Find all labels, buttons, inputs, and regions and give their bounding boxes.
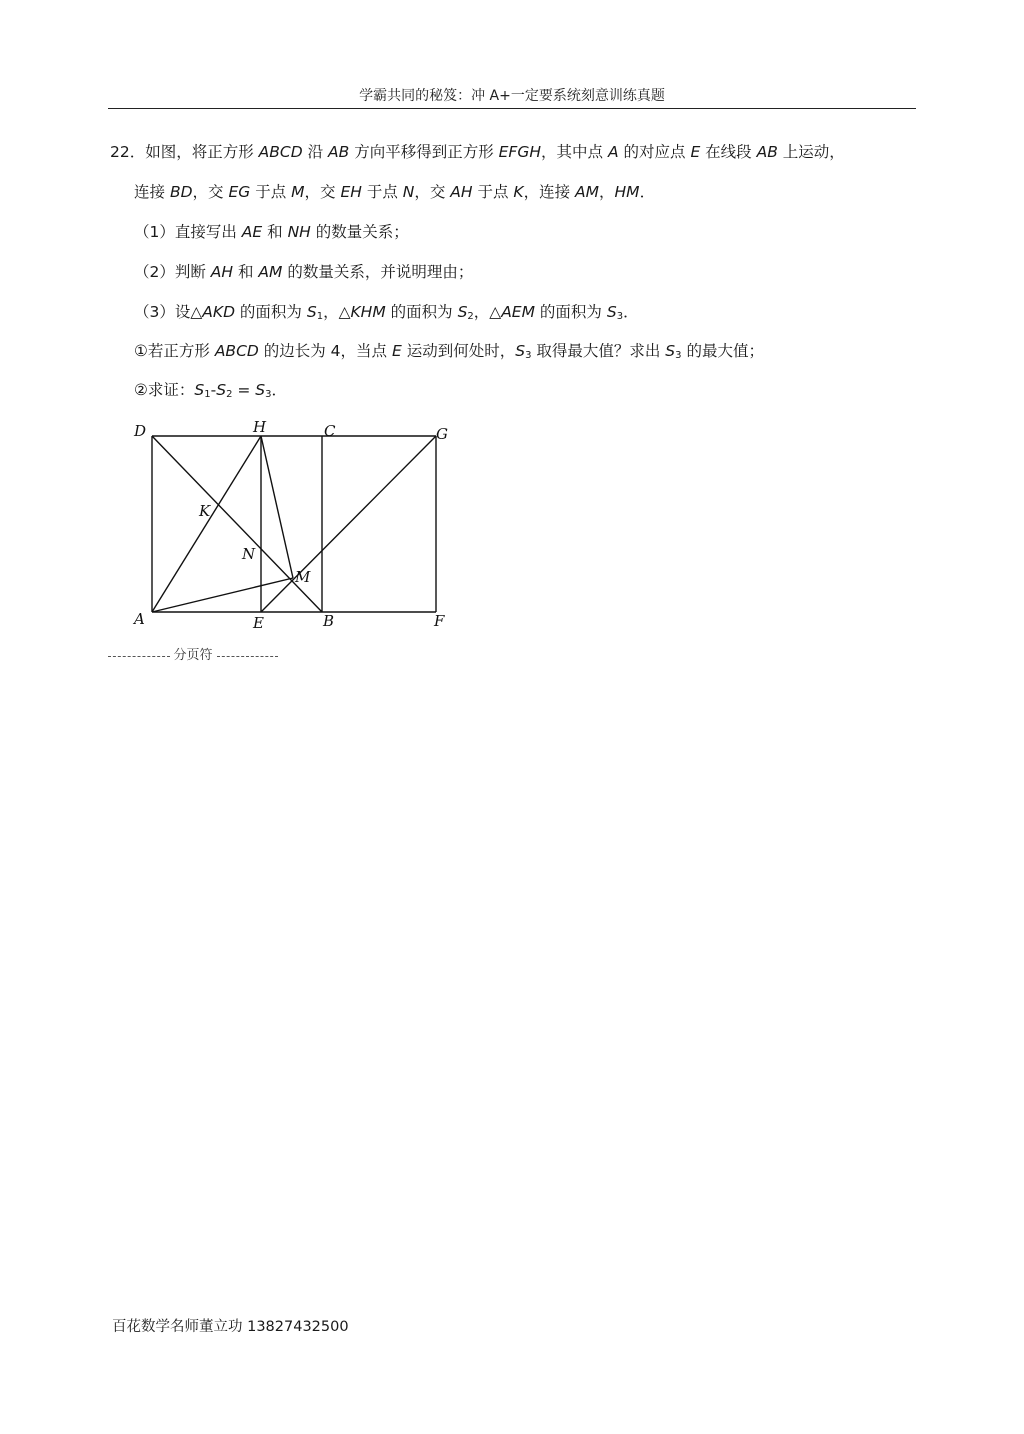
page-header: [108, 86, 916, 109]
question-text: 的面积为: [534, 303, 607, 321]
question-text: （1）直接写出: [134, 223, 242, 241]
stem-var: A: [607, 143, 619, 161]
stem-text: ，交: [414, 183, 451, 201]
stem-text: ，交: [192, 183, 229, 201]
stem-text: 在线段: [700, 143, 757, 161]
stem-var: EFGH: [498, 143, 542, 161]
stem-text: ，其中点: [541, 143, 608, 161]
question-var: AE: [241, 223, 263, 241]
stem-text: ，: [599, 183, 615, 201]
stem-text: 的对应点: [618, 143, 691, 161]
question-var: NH: [287, 223, 311, 241]
subscript: 3: [616, 311, 624, 322]
page-break: [108, 647, 278, 665]
question-text: 的最大值；: [681, 342, 764, 360]
problem-stem-line-2: [134, 180, 655, 204]
page-footer: [112, 1317, 349, 1337]
question-var: S: [194, 381, 205, 399]
header-title: 学霸共同的秘笈：冲 A+一定要系统刻意训练真题: [359, 88, 665, 104]
geometry-svg: [120, 412, 470, 637]
subscript: 3: [525, 350, 532, 361]
question-text: 和: [262, 223, 288, 241]
subscript: 1: [204, 389, 211, 400]
segment-EG: [261, 436, 436, 612]
label-E: E: [253, 614, 264, 632]
stem-text: 沿: [302, 143, 329, 161]
stem-var: EG: [228, 183, 251, 201]
question-var: S: [606, 303, 617, 321]
question-text: ，△: [473, 303, 502, 321]
stem-var: E: [690, 143, 701, 161]
question-text: -: [210, 381, 217, 399]
page-break-dash-left: [108, 656, 170, 657]
stem-text: ．: [639, 183, 656, 201]
label-C: C: [324, 422, 336, 440]
problem-stem-line-1: [110, 140, 845, 164]
question-2: [134, 260, 473, 284]
stem-var: K: [513, 183, 524, 201]
question-3-part-2: [134, 378, 287, 407]
question-text: ②求证：: [134, 381, 195, 399]
question-var: AH: [210, 263, 234, 281]
page-break-dash-right: [217, 656, 279, 657]
question-var: AM: [258, 263, 283, 281]
stem-text: 上运动，: [777, 143, 845, 161]
question-text: 的面积为: [235, 303, 307, 321]
question-var: S: [515, 342, 526, 360]
question-text: 的面积为: [385, 303, 458, 321]
stem-var: ABCD: [258, 143, 303, 161]
question-var: AKD: [202, 303, 235, 321]
question-var: S: [255, 381, 266, 399]
label-B: B: [323, 612, 335, 630]
stem-text: 于点: [250, 183, 292, 201]
question-var: ABCD: [214, 342, 259, 360]
label-N: N: [242, 545, 256, 563]
stem-var: HM: [614, 183, 640, 201]
stem-var: M: [291, 183, 305, 201]
stem-text: ，连接: [523, 183, 576, 201]
question-text: 的数量关系，并说明理由；: [282, 263, 474, 281]
question-text: ．: [623, 303, 639, 321]
stem-text: 于点: [361, 183, 403, 201]
stem-text: ，交: [304, 183, 341, 201]
page-break-label: 分页符: [173, 648, 213, 663]
question-var: AEM: [501, 303, 535, 321]
stem-var: BD: [169, 183, 193, 201]
label-D: D: [134, 422, 147, 440]
question-var: S: [306, 303, 317, 321]
question-3: [134, 300, 639, 329]
question-1: [134, 220, 409, 244]
subscript: 2: [467, 311, 474, 322]
stem-var: AB: [328, 143, 350, 161]
subscript: 2: [226, 389, 233, 400]
stem-var: EH: [340, 183, 362, 201]
segment-AH: [152, 436, 261, 612]
question-text: （2）判断: [134, 263, 211, 281]
question-var: S: [457, 303, 468, 321]
problem-number: 22．: [110, 143, 146, 161]
stem-var: N: [402, 183, 415, 201]
question-3-part-1: [134, 339, 764, 368]
question-text: ．: [271, 381, 288, 399]
question-text: 运动到何处时，: [401, 342, 516, 360]
label-K: K: [199, 502, 211, 520]
question-text: 和: [233, 263, 259, 281]
footer-text: 百花数学名师董立功 13827432500: [112, 1319, 349, 1335]
question-text: ，△: [323, 303, 351, 321]
question-text: =: [232, 381, 256, 399]
segment-HM: [261, 436, 293, 578]
question-var: KHM: [350, 303, 386, 321]
label-F: F: [434, 612, 445, 630]
label-M: M: [295, 568, 311, 586]
question-text: 取得最大值？求出: [531, 342, 666, 360]
subscript: 3: [675, 350, 682, 361]
question-var: S: [216, 381, 227, 399]
stem-var: AB: [756, 143, 778, 161]
question-var: E: [391, 342, 402, 360]
stem-var: AH: [450, 183, 473, 201]
stem-text: 连接: [134, 183, 170, 201]
label-H: H: [253, 418, 267, 436]
subscript: 3: [265, 389, 272, 400]
stem-text: 于点: [472, 183, 514, 201]
stem-var: AM: [575, 183, 600, 201]
subscript: 1: [316, 311, 324, 322]
question-text: （3）设△: [134, 303, 203, 321]
stem-text: 方向平移得到正方形: [349, 143, 499, 161]
label-G: G: [436, 425, 448, 443]
question-text: ①若正方形: [134, 342, 215, 360]
question-var: S: [665, 342, 676, 360]
question-text: 的数量关系；: [310, 223, 409, 241]
stem-text: 如图，将正方形: [145, 143, 259, 161]
question-text: 的边长为 4，当点: [258, 342, 392, 360]
segment-AM: [152, 578, 293, 612]
label-A: A: [134, 610, 145, 628]
geometry-figure: [120, 412, 470, 637]
